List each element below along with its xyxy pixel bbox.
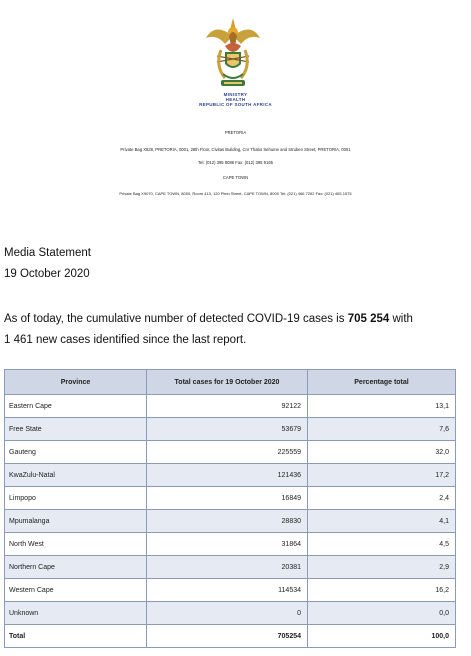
pretoria-phone: Tel: (012) 395 8086 Fax: (012) 395 9165 xyxy=(198,160,273,165)
column-header-province: Province xyxy=(5,370,147,395)
cell-percentage: 32,0 xyxy=(308,441,456,464)
column-header-percentage: Percentage total xyxy=(308,370,456,395)
cell-total-cases: 92122 xyxy=(147,395,308,418)
cell-province: Free State xyxy=(5,418,147,441)
table-header-row xyxy=(5,370,456,395)
cell-percentage: 4,5 xyxy=(308,533,456,556)
cell-total-cases: 225559 xyxy=(147,441,308,464)
cell-percentage: 0,0 xyxy=(308,602,456,625)
pretoria-address: Private Bag X828, PRETORIA, 0001, 28th Floor, Civitas Building, Cnr Thabo Sehume and Struben Street, PRETORIA, 0001 xyxy=(120,147,351,152)
table-row xyxy=(5,464,456,487)
ministry-line: HEALTH xyxy=(225,97,246,103)
cumulative-cases: 705 254 xyxy=(347,313,390,325)
cell-total-cases: 121436 xyxy=(147,464,308,487)
table-row xyxy=(5,395,456,418)
cell-total-cases: 28830 xyxy=(147,510,308,533)
cell-percentage: 2,4 xyxy=(308,487,456,510)
pretoria-heading: PRETORIA xyxy=(224,130,247,135)
statement-title: Media Statement xyxy=(4,247,91,259)
cell-percentage: 2,9 xyxy=(308,556,456,579)
cell-percentage: 4,1 xyxy=(308,510,456,533)
table-row xyxy=(5,556,456,579)
column-header-total-cases: Total cases for 19 October 2020 xyxy=(147,370,308,395)
cell-percentage: 17,2 xyxy=(308,464,456,487)
ministry-line: REPUBLIC OF SOUTH AFRICA xyxy=(199,102,272,108)
cell-province: Limpopo xyxy=(5,487,147,510)
cell-total-cases: 16849 xyxy=(147,487,308,510)
cell-total-cases: 705254 xyxy=(147,625,308,648)
summary-text: new cases identified since the last report. xyxy=(32,334,247,346)
statement-date: 19 October 2020 xyxy=(4,268,90,280)
summary-text: with xyxy=(389,313,413,325)
cell-province: KwaZulu-Natal xyxy=(5,464,147,487)
cell-total-cases: 53679 xyxy=(147,418,308,441)
table-row xyxy=(5,602,456,625)
summary-paragraph xyxy=(4,309,464,351)
cell-province: North West xyxy=(5,533,147,556)
cell-total-cases: 20381 xyxy=(147,556,308,579)
cell-percentage: 13,1 xyxy=(308,395,456,418)
table-row xyxy=(5,441,456,464)
ministry-line: MINISTRY xyxy=(223,92,248,97)
table-row xyxy=(5,579,456,602)
table-total-row xyxy=(5,625,456,648)
table-row xyxy=(5,533,456,556)
coat-of-arms-logo xyxy=(203,16,263,90)
cell-total-cases: 114534 xyxy=(147,579,308,602)
cell-percentage: 7,6 xyxy=(308,418,456,441)
cell-province: Northern Cape xyxy=(5,556,147,579)
cell-province: Mpumalanga xyxy=(5,510,147,533)
new-cases: 1 461 xyxy=(4,334,33,346)
table-row xyxy=(5,487,456,510)
summary-text: As of today, the cumulative number of detected COVID-19 cases is xyxy=(4,313,348,325)
table-row xyxy=(5,418,456,441)
table-body xyxy=(5,395,456,648)
cell-total-cases: 0 xyxy=(147,602,308,625)
cell-percentage: 100,0 xyxy=(308,625,456,648)
table-row xyxy=(5,510,456,533)
cell-percentage: 16,2 xyxy=(308,579,456,602)
cell-province: Gauteng xyxy=(5,441,147,464)
cell-province: Eastern Cape xyxy=(5,395,147,418)
cell-province: Western Cape xyxy=(5,579,147,602)
ministry-name xyxy=(0,92,471,108)
cell-province: Unknown xyxy=(5,602,147,625)
capetown-address: Private Bag X9070, CAPE TOWN, 8000, Room 413, 120 Plein Street, CAPE TOWN, 8000 Tel: (021) 466 7262 Fax: (021) 465 1575 xyxy=(119,191,352,196)
capetown-heading: CAPE TOWN xyxy=(222,175,249,180)
cell-total-cases: 31864 xyxy=(147,533,308,556)
cell-province: Total xyxy=(5,625,147,648)
cases-table xyxy=(4,369,456,648)
